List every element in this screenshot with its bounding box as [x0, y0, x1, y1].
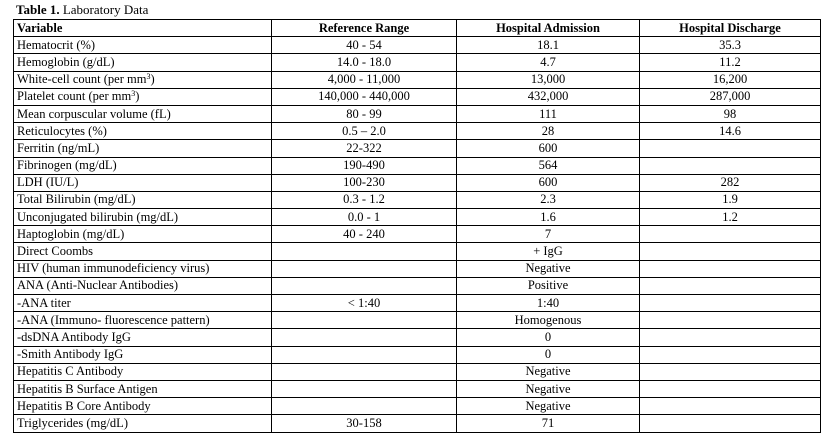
cell-hospital-discharge — [640, 226, 821, 243]
cell-hospital-admission: 4.7 — [457, 54, 640, 71]
cell-reference-range — [272, 243, 457, 260]
cell-variable — [14, 140, 272, 157]
table-row — [14, 157, 821, 174]
cell-hospital-admission: 18.1 — [457, 37, 640, 54]
cell-reference-range — [272, 398, 457, 415]
cell-variable — [14, 105, 272, 122]
cell-hospital-admission: Homogenous — [457, 312, 640, 329]
cell-reference-range: 140,000 - 440,000 — [272, 88, 457, 105]
table-row — [14, 329, 821, 346]
variable-text: Hepatitis B Surface Antigen — [17, 381, 158, 396]
cell-hospital-discharge: 16,200 — [640, 71, 821, 88]
variable-text: White-cell count (per mm — [17, 72, 147, 87]
cell-hospital-discharge: 11.2 — [640, 54, 821, 71]
variable-text: Total Bilirubin (mg/dL) — [17, 192, 136, 207]
cell-hospital-admission: Negative — [457, 260, 640, 277]
table-row — [14, 277, 821, 294]
table-row — [14, 209, 821, 226]
cell-reference-range — [272, 312, 457, 329]
cell-hospital-discharge — [640, 243, 821, 260]
variable-tail: ) — [135, 89, 140, 104]
cell-reference-range: 0.0 - 1 — [272, 209, 457, 226]
cell-hospital-discharge: 35.3 — [640, 37, 821, 54]
cell-variable — [14, 329, 272, 346]
cell-reference-range: 0.5 – 2.0 — [272, 123, 457, 140]
cell-variable — [14, 123, 272, 140]
variable-text: -ANA titer — [17, 295, 71, 310]
variable-text: Hematocrit (%) — [17, 37, 96, 52]
cell-variable — [14, 312, 272, 329]
cell-hospital-discharge — [640, 346, 821, 363]
cell-variable — [14, 260, 272, 277]
variable-text: -ANA (Immuno- fluorescence pattern) — [17, 312, 210, 327]
cell-reference-range: 100-230 — [272, 174, 457, 191]
table-row — [14, 415, 821, 432]
cell-hospital-admission: 600 — [457, 140, 640, 157]
cell-hospital-admission: 71 — [457, 415, 640, 432]
table-row — [14, 363, 821, 380]
cell-variable — [14, 157, 272, 174]
cell-hospital-discharge — [640, 329, 821, 346]
cell-hospital-admission: 1:40 — [457, 295, 640, 312]
cell-hospital-admission: 13,000 — [457, 71, 640, 88]
variable-text: Platelet count (per mm — [17, 89, 132, 104]
cell-reference-range: 14.0 - 18.0 — [272, 54, 457, 71]
variable-text: Triglycerides (mg/dL) — [17, 415, 128, 430]
variable-tail: ) — [150, 72, 155, 87]
table-row — [14, 105, 821, 122]
cell-reference-range: 40 - 54 — [272, 37, 457, 54]
cell-reference-range: 4,000 - 11,000 — [272, 71, 457, 88]
cell-hospital-admission: 600 — [457, 174, 640, 191]
cell-hospital-admission: 0 — [457, 346, 640, 363]
cell-variable — [14, 363, 272, 380]
variable-text: HIV (human immunodeficiency virus) — [17, 261, 210, 276]
variable-text: Ferritin (ng/mL) — [17, 140, 100, 155]
cell-hospital-discharge — [640, 380, 821, 397]
cell-hospital-discharge: 14.6 — [640, 123, 821, 140]
cell-reference-range — [272, 260, 457, 277]
cell-reference-range — [272, 346, 457, 363]
cell-hospital-admission: Negative — [457, 398, 640, 415]
cell-hospital-admission: 7 — [457, 226, 640, 243]
table-row — [14, 243, 821, 260]
variable-text: Fibrinogen (mg/dL) — [17, 158, 117, 173]
cell-reference-range — [272, 380, 457, 397]
cell-reference-range: < 1:40 — [272, 295, 457, 312]
cell-variable — [14, 174, 272, 191]
cell-reference-range: 30-158 — [272, 415, 457, 432]
cell-hospital-discharge: 282 — [640, 174, 821, 191]
header-variable: Variable — [14, 20, 272, 37]
table-row — [14, 312, 821, 329]
cell-reference-range: 190-490 — [272, 157, 457, 174]
cell-hospital-admission: 564 — [457, 157, 640, 174]
header-reference-range: Reference Range — [272, 20, 457, 37]
cell-reference-range — [272, 363, 457, 380]
caption-label: Table 1. — [16, 2, 60, 17]
variable-text: Unconjugated bilirubin (mg/dL) — [17, 209, 179, 224]
header-hospital-discharge: Hospital Discharge — [640, 20, 821, 37]
cell-variable — [14, 88, 272, 105]
cell-variable — [14, 54, 272, 71]
cell-hospital-discharge — [640, 157, 821, 174]
cell-hospital-discharge — [640, 312, 821, 329]
table-row — [14, 54, 821, 71]
variable-text: Reticulocytes (%) — [17, 123, 107, 138]
cell-hospital-admission: Negative — [457, 363, 640, 380]
cell-hospital-discharge — [640, 295, 821, 312]
cell-variable — [14, 346, 272, 363]
cell-variable — [14, 209, 272, 226]
variable-text: -Smith Antibody IgG — [17, 347, 124, 362]
cell-hospital-discharge: 1.2 — [640, 209, 821, 226]
variable-text: ANA (Anti-Nuclear Antibodies) — [17, 278, 179, 293]
caption-text: Laboratory Data — [62, 2, 149, 17]
cell-hospital-admission: 1.6 — [457, 209, 640, 226]
table-row — [14, 398, 821, 415]
cell-hospital-discharge — [640, 398, 821, 415]
laboratory-data-table — [13, 19, 821, 433]
variable-text: Haptoglobin (mg/dL) — [17, 226, 125, 241]
variable-text: Hemoglobin (g/dL) — [17, 54, 115, 69]
cell-hospital-admission: Negative — [457, 380, 640, 397]
cell-hospital-discharge — [640, 363, 821, 380]
cell-variable — [14, 37, 272, 54]
cell-variable — [14, 71, 272, 88]
cell-variable — [14, 226, 272, 243]
table-row — [14, 260, 821, 277]
cell-variable — [14, 380, 272, 397]
cell-reference-range: 22-322 — [272, 140, 457, 157]
header-row — [14, 20, 821, 37]
cell-reference-range: 0.3 - 1.2 — [272, 191, 457, 208]
cell-variable — [14, 415, 272, 432]
cell-variable — [14, 398, 272, 415]
cell-hospital-discharge: 98 — [640, 105, 821, 122]
table-row — [14, 191, 821, 208]
cell-reference-range — [272, 277, 457, 294]
cell-hospital-discharge: 287,000 — [640, 88, 821, 105]
cell-variable — [14, 277, 272, 294]
variable-text: Hepatitis C Antibody — [17, 364, 124, 379]
variable-superscript: 3 — [131, 89, 136, 99]
cell-variable — [14, 295, 272, 312]
table-row — [14, 140, 821, 157]
variable-text: Direct Coombs — [17, 244, 94, 259]
cell-reference-range: 40 - 240 — [272, 226, 457, 243]
variable-superscript: 3 — [146, 72, 151, 82]
variable-text: -dsDNA Antibody IgG — [17, 329, 131, 344]
table-row — [14, 380, 821, 397]
cell-hospital-admission: Positive — [457, 277, 640, 294]
cell-hospital-discharge — [640, 277, 821, 294]
header-hospital-admission: Hospital Admission — [457, 20, 640, 37]
cell-hospital-admission: 28 — [457, 123, 640, 140]
table-caption — [16, 2, 148, 18]
variable-text: Mean corpuscular volume (fL) — [17, 106, 171, 121]
variable-text: Hepatitis B Core Antibody — [17, 398, 151, 413]
table-row — [14, 346, 821, 363]
cell-reference-range — [272, 329, 457, 346]
cell-variable — [14, 243, 272, 260]
cell-reference-range: 80 - 99 — [272, 105, 457, 122]
cell-hospital-discharge — [640, 260, 821, 277]
table-row — [14, 123, 821, 140]
table-row — [14, 37, 821, 54]
cell-hospital-admission: 111 — [457, 105, 640, 122]
cell-hospital-admission: 432,000 — [457, 88, 640, 105]
cell-hospital-admission: 2.3 — [457, 191, 640, 208]
table-row — [14, 174, 821, 191]
table-row — [14, 88, 821, 105]
table-row — [14, 71, 821, 88]
cell-hospital-discharge — [640, 415, 821, 432]
variable-text: LDH (IU/L) — [17, 175, 79, 190]
table-body — [14, 37, 821, 432]
cell-hospital-discharge: 1.9 — [640, 191, 821, 208]
table-row — [14, 226, 821, 243]
cell-hospital-admission: 0 — [457, 329, 640, 346]
table-row — [14, 295, 821, 312]
cell-hospital-admission: + IgG — [457, 243, 640, 260]
cell-hospital-discharge — [640, 140, 821, 157]
cell-variable — [14, 191, 272, 208]
